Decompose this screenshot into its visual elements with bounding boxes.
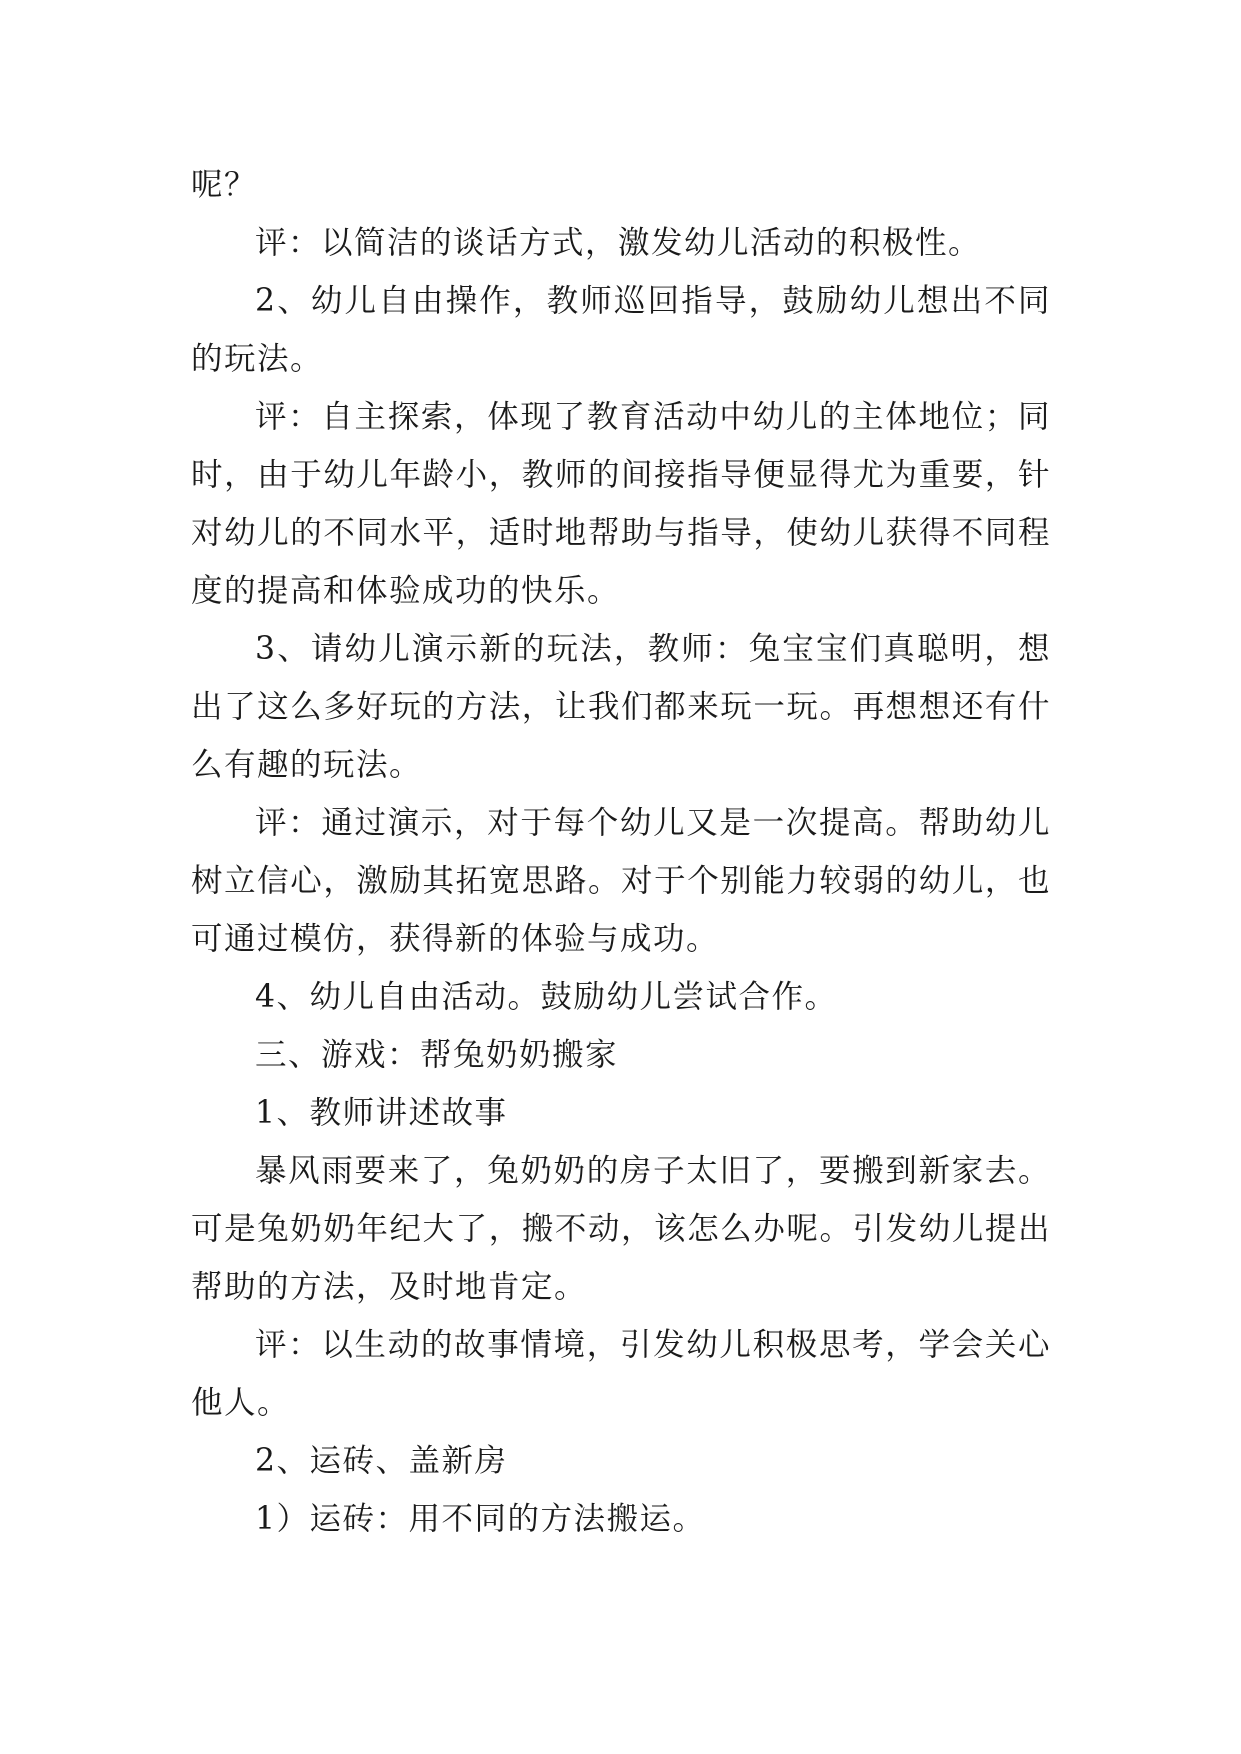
paragraph-story: 暴风雨要来了，兔奶奶的房子太旧了，要搬到新家去。可是兔奶奶年纪大了，搬不动，该怎么办呢。引发幼儿提出帮助的方法，及时地肯定。: [191, 1153, 1051, 1305]
paragraph-comment-4: 评：以生动的故事情境，引发幼儿积极思考，学会关心他人。: [191, 1327, 1051, 1421]
paragraph-game-step-2: 2、运砖、盖新房: [255, 1443, 508, 1479]
paragraph-continuation: 呢？: [191, 167, 258, 203]
paragraph-comment-2: 评：自主探索，体现了教育活动中幼儿的主体地位；同时，由于幼儿年龄小，教师的间接指导便显得尤为重要，针对幼儿的不同水平，适时地帮助与指导，使幼儿获得不同程度的提高和体验成功的快乐。: [191, 399, 1051, 609]
paragraph-step-2: 2、幼儿自由操作，教师巡回指导，鼓励幼儿想出不同的玩法。: [191, 283, 1051, 377]
paragraph-comment-1: 评：以简洁的谈话方式，激发幼儿活动的积极性。: [255, 225, 982, 261]
paragraph-step-4: 4、幼儿自由活动。鼓励幼儿尝试合作。: [255, 979, 838, 1015]
paragraph-comment-3: 评：通过演示，对于每个幼儿又是一次提高。帮助幼儿树立信心，激励其拓宽思路。对于个别能力较弱的幼儿，也可通过模仿，获得新的体验与成功。: [191, 805, 1051, 957]
paragraph-step-3: 3、请幼儿演示新的玩法，教师：兔宝宝们真聪明，想出了这么多好玩的方法，让我们都来玩一玩。再想想还有什么有趣的玩法。: [191, 631, 1051, 783]
section-heading-game: 三、游戏：帮兔奶奶搬家: [255, 1037, 619, 1073]
paragraph-game-step-1: 1、教师讲述故事: [255, 1095, 508, 1131]
paragraph-substep-1: 1）运砖：用不同的方法搬运。: [255, 1501, 706, 1537]
document-body: [191, 156, 1051, 1548]
